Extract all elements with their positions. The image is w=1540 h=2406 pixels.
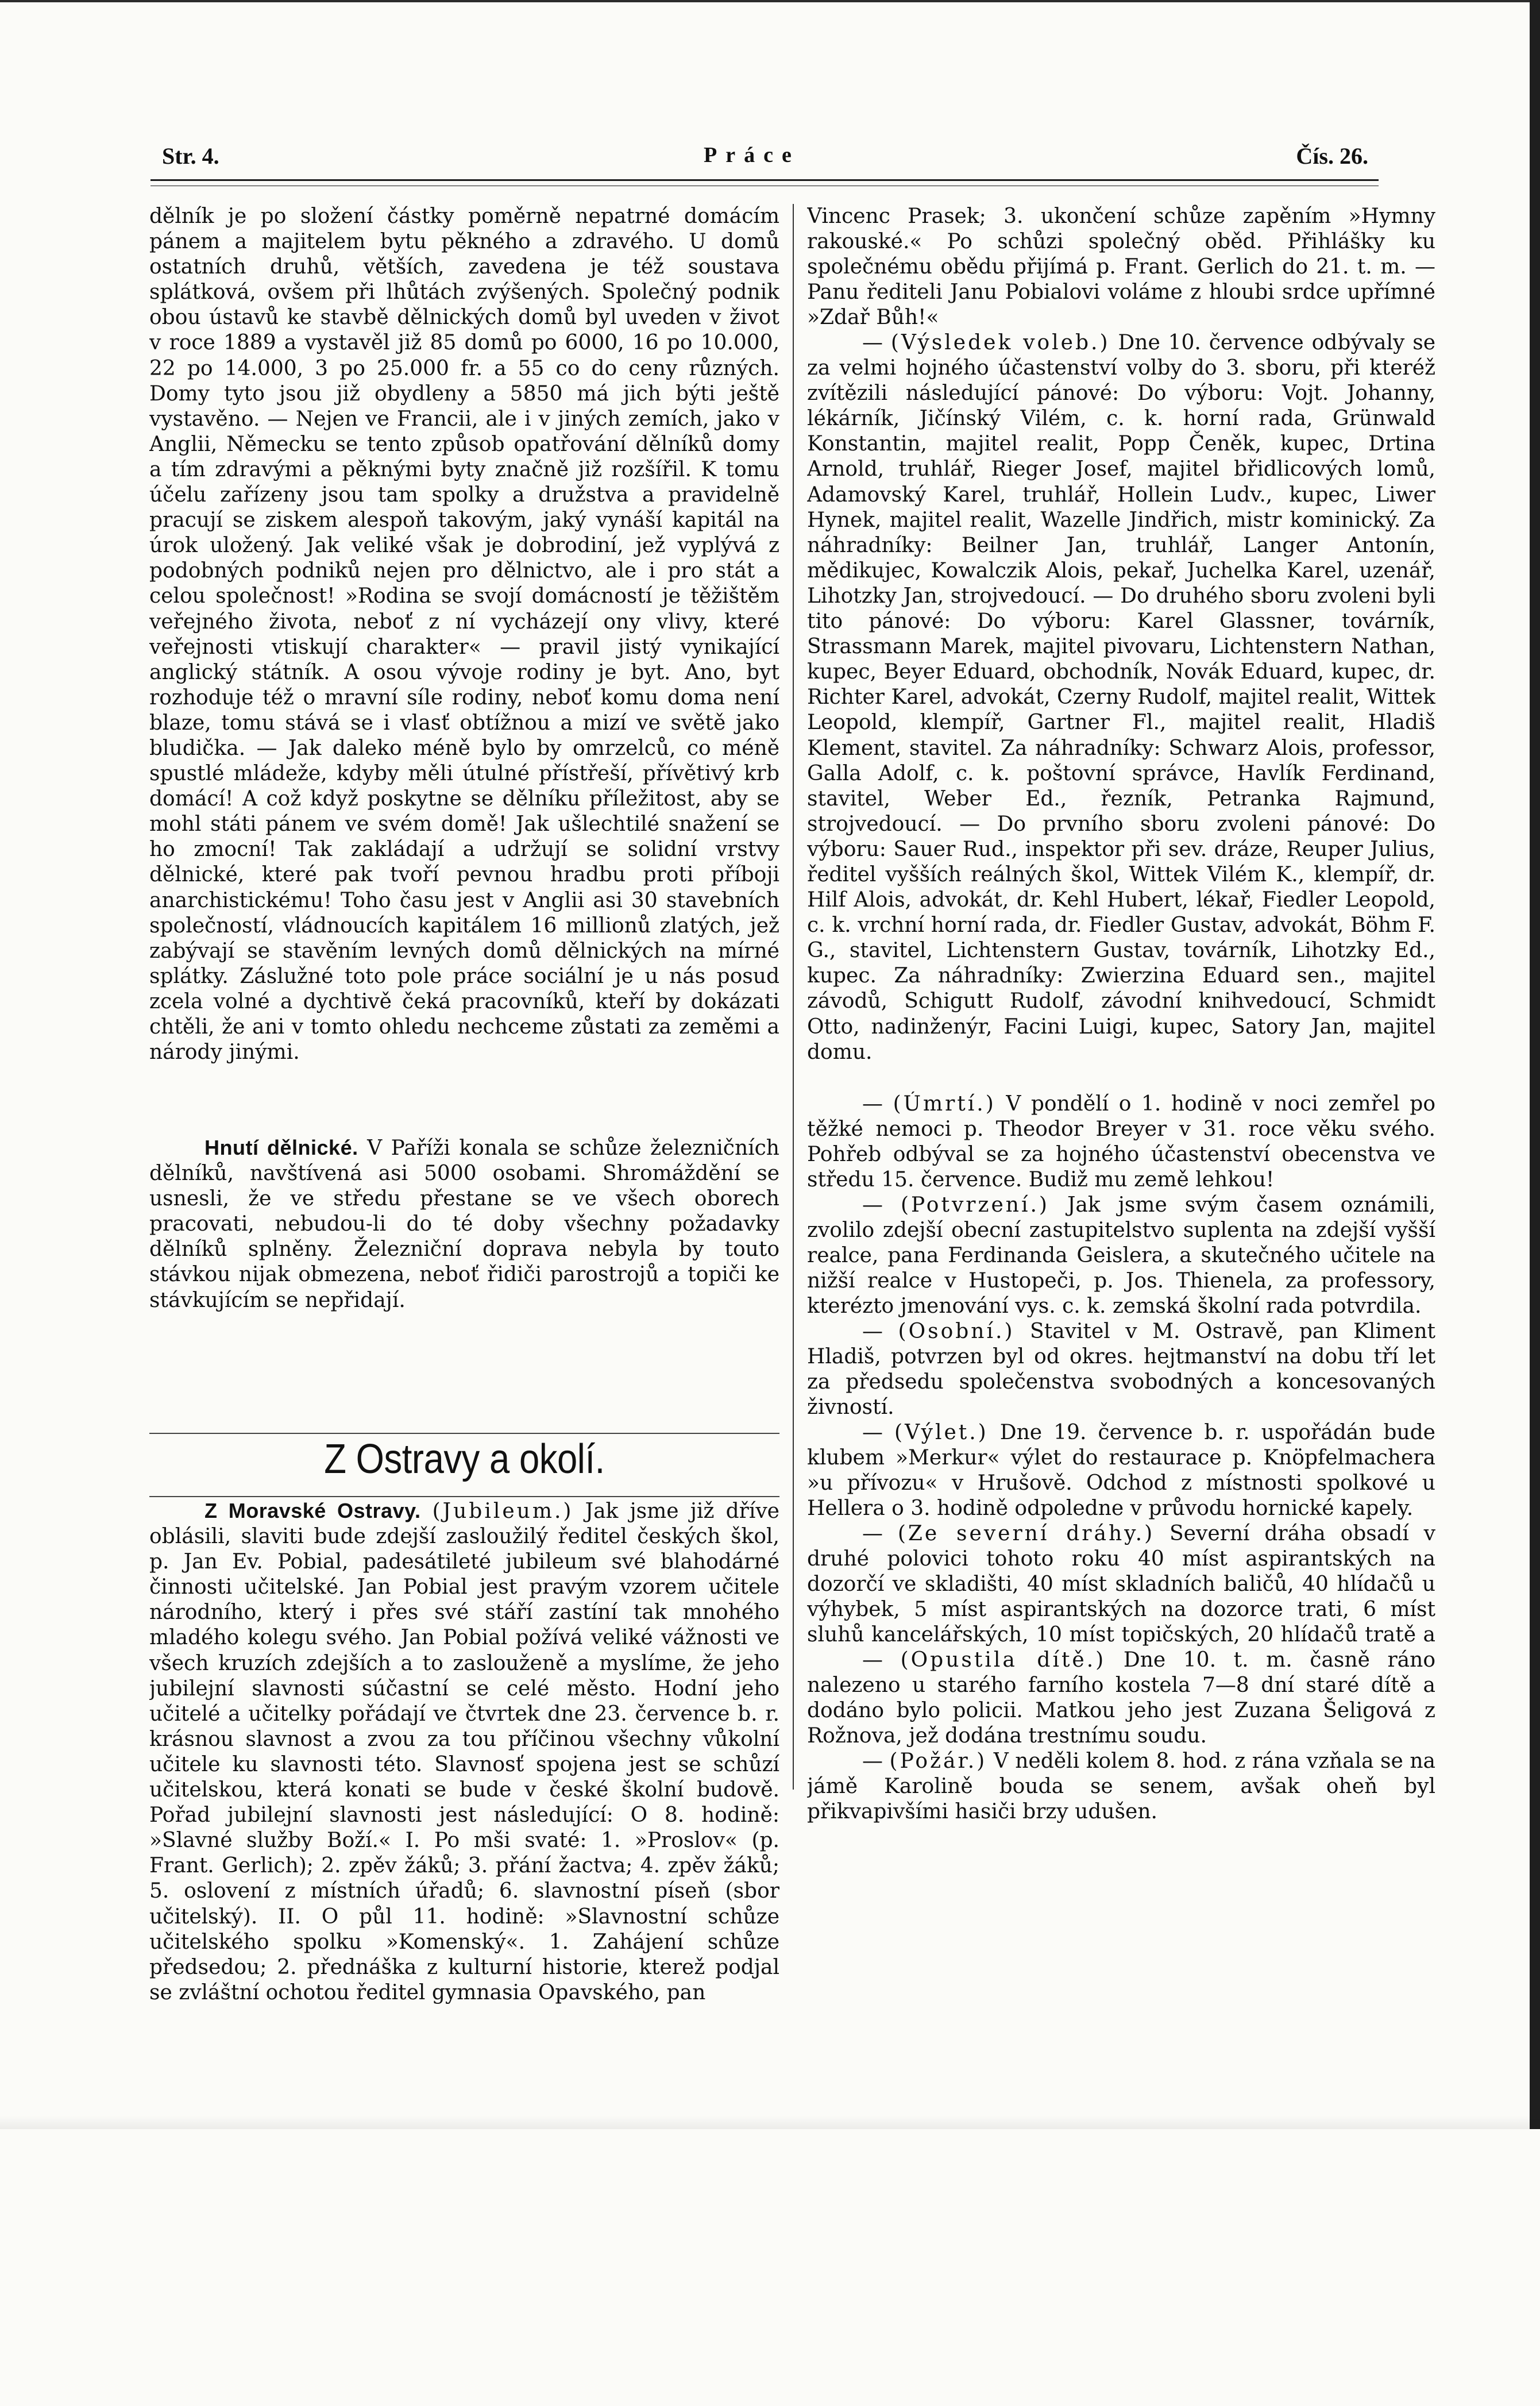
article-personal xyxy=(807,1319,1435,1420)
article-tag: (Výsledek voleb.) xyxy=(890,331,1110,354)
article-paragraph xyxy=(149,1498,779,2006)
newspaper-title: Práce xyxy=(704,143,800,167)
article-jubilee xyxy=(149,1498,779,2406)
section-title: Z Ostravy a okolí. xyxy=(324,1436,605,1482)
article-northern-railway xyxy=(807,1521,1435,1648)
page-number: Str. 4. xyxy=(162,143,219,169)
section-rule xyxy=(149,1496,779,1497)
article-heading: Hnutí dělnické. xyxy=(204,1136,358,1159)
article-tag: (Ze severní dráhy.) xyxy=(897,1522,1155,1545)
article-death xyxy=(807,1092,1435,1193)
page-right-edge xyxy=(1530,0,1540,2129)
article-tag: (Jubileum.) xyxy=(432,1499,574,1523)
header-rule xyxy=(150,179,1379,186)
page-top-edge xyxy=(0,0,1540,2)
article-confirmation xyxy=(807,1193,1435,1319)
article-paragraph: — (Potvrzení.) Jak jsme svým časem oznámili, zvolilo zdejší obecní zastupitelstvo suplenta na zdejší vyšší realce, pana Ferdinanda Geislera, a skutečného učitele na nižší realce v Hustopeči, p. Jos. Thienela, za professory, kterézto jmenování vys. c. k. zemská školní rada potvrdila. xyxy=(807,1193,1435,1318)
article-paragraph: dělník je po složení částky poměrně nepatrné domácím pánem a majitelem bytu pěkného a zdravého. U domů ostatních druhů, větších, zavedena je též soustava splátková, ovšem při lhůtách zvýšených. Společný podnik obou ústavů ke stavbě dělnických domů byl uveden v život v roce 1889 a vystavěl již 85 domů po 6000, 16 po 10.000, 22 po 14.000, 3 po 25.000 fr. a 55 co do ceny různých. Domy tyto jsou již obydleny a 5850 má jich býti ještě vystavěno. — Nejen ve Francii, ale i v jiných zemích, jako v Anglii, Německu se tento způsob opatřování dělníků domy a tím zdravými a pěknými byty značně již rozšířil. K tomu účelu zařízeny jsou tam spolky a družstva a pravidelně pracují se ziskem alespoň takovým, jaký vynáší kapitál na úrok uložený. Jak veliké však je dobrodiní, jež vyplývá z podobných podniků nejen pro dělnictvo, ale i pro stát a celou společnost! »Rodina se svojí domácností je těžištěm veřejného života, neboť z ní vycházejí ony vlivy, které veřejnosti vtiskují charakter« — pravil jistý vynikající anglický státník. A osou vývoje rodiny je byt. Ano, byt rozhoduje též o mravní síle rodiny, neboť komu doma není blaze, tomu stává se i vlasť obtížnou a mizí ve světě jako bludička. — Jak daleko méně bylo by omrzelců, co méně spustlé mládeže, kdyby měli útulné přístřeší, přívětivý krb domácí! A což když poskytne se dělníku příležitost, aby se mohl státi pánem ve svém domě! Jak ušlechtilé snažení se ho zmocní! Tak zakládají a udržují se solidní vrstvy dělnické, které pak tvoří pevnou hradbu proti příboji anarchistickému! Toho času jest v Anglii asi 30 stavebních společností, vládnoucích kapitálem 16 millionů zlatých, jež zabývají se stavěním levných domů dělnických na mírné splátky. Záslužné toto pole práce sociální je u nás posud zcela volné a dychtivě čeká pracovníků, kteří by dokázati chtěli, že ani v tomto ohledu nechceme zůstati za zeměmi a národy jinými. xyxy=(149,205,779,1065)
article-tag: (Úmrtí.) xyxy=(893,1092,996,1116)
article-paragraph: — (Osobní.) Stavitel v M. Ostravě, pan Kliment Hladiš, potvrzen byl od okres. hejtmanství na dobu tří let za předsedu společenstva svobodných a koncesovaných živností. xyxy=(807,1320,1435,1420)
left-column xyxy=(149,204,779,2406)
article-tag: (Výlet.) xyxy=(894,1421,989,1444)
article-text: Jak jsme již dříve oblásili, slaviti bude zdejší zasloužilý ředitel českých škol, p. Jan Ev. Pobial, padesátileté jubileum své blahodárné činnosti učitelské. Jan Pobial jest pravým vzorem učitele národního, který i přes své stáří zastíní tak mnohého mladého kolegu svého. Jan Pobial požívá veliké vážnosti ve všech kruzích zdejších a to zaslouženě a myslíme, že jeho jubilejní slavnosti súčastní se celé město. Hodní jeho učitelé a učitelky pořádají ve čtvrtek dne 23. července b. r. krásnou slavnost a zvou za tou příčinou všechny vůkolní učitele ku slavnosti této. Slavnosť spojena jest se schůzí učitelskou, která konati se bude v české školní budově. Pořad jubilejní slavnosti jest následující: O 8. hodině: »Slavné služby Boží.« I. Po mši svaté: 1. »Proslov« (p. Frant. Gerlich); 2. zpěv žáků; 3. přání žactva; 4. zpěv žáků; 5. oslovení z místních úřadů; 6. slavnostní píseň (sbor učitelský). II. O půl 11. hodině: »Slavnostní schůze učitelského spolku »Komenský«. 1. Zahájení schůze předsedou; 2. přednáška z kulturní historie, kterež podjal se zvláštní ochotou ředitel gymnasia Opavského, pan xyxy=(149,1499,779,2004)
article-paragraph: — (Výsledek voleb.) Dne 10. července odbývaly se za velmi hojného účastenství volby do 3. sboru, při kteréž zvítězili následující pánové: Do výboru: Vojt. Johanny, lékárník, Jičínský Vilém, c. k. horní rada, Grünwald Konstantin, majitel realit, Popp Čeněk, kupec, Drtina Arnold, truhlář, Rieger Josef, majitel břidlicových lomů, Adamovský Karel, truhlář, Hollein Ludv., kupec, Liwer Hynek, majitel realit, Wazelle Jindřich, mistr kominický. Za náhradníky: Beilner Jan, truhlář, Langer Antonín, mědikujec, Kowalczik Alois, pekař, Juchelka Karel, uzenář, Lihotzky Jan, strojvedoucí. — Do druhého sboru zvoleni byli tito pánové: Do výboru: Karel Glassner, továrník, Strassmann Marek, majitel pivovaru, Lichtenstern Nathan, kupec, Beyer Eduard, obchodník, Novák Eduard, kupec, dr. Richter Karel, advokát, Czerny Rudolf, majitel realit, Wittek Leopold, klempíř, Gartner Fl., majitel realit, Hladiš Klement, stavitel. Za náhradníky: Schwarz Alois, professor, Galla Adolf, c. k. poštovní správce, Havlík Ferdinand, stavitel, Weber Ed., řezník, Petranka Rajmund, strojvedoucí. — Do prvního sboru zvoleni pánové: Do výboru: Sauer Rud., inspektor při sev. dráze, Reuper Julius, ředitel vyšších reálných škol, Wittek Vilém K., klempíř, dr. Hilf Alois, advokát, dr. Kehl Hubert, lékař, Fiedler Leopold, c. k. vrchní horní rada, dr. Fiedler Gustav, advokát, Böhm F. G., stavitel, Lichtenstern Gustav, továrník, Lihotzky Ed., kupec. Za náhradníky: Zwierzina Eduard sen., majitel závodů, Schigutt Rudolf, závodní knihvedoucí, Schmidt Otto, nadinženýr, Facini Luigi, kupec, Satory Jan, majitel domu. xyxy=(807,331,1435,1064)
section-rule xyxy=(149,1433,779,1434)
article-text: V pondělí o 1. hodině v noci zemřel po těžké nemoci p. Theodor Breyer v 31. roce věku svého. Pohřeb odbýval se za hojného účastenství obecenstva ve středu 15. července. Budiž mu země lehkou! xyxy=(807,1092,1435,1192)
article-paragraph: Vincenc Prasek; 3. ukončení schůze zapěním »Hymny rakouské.« Po schůzi společný oběd. Přihlášky ku společnému obědu přijímá p. Frant. Gerlich do 21. t. m. — Panu řediteli Janu Pobialovi voláme z hloubi srdce upřímné »Zdař Bůh!« xyxy=(807,205,1435,330)
article-fire xyxy=(807,1749,1435,1829)
article-text: Severní dráha obsadí v druhé polovici tohoto roku 40 míst aspirantských na dozorčí ve skladišti, 40 míst skladních baličů, 40 hlídačů u výhybek, 5 míst aspirantských na dozorce trati, 6 míst sluhů kancelářských, 10 míst topičských, 20 hlídačů tratě a xyxy=(807,1522,1435,1647)
article-text: Jak jsme svým časem oznámili, zvolilo zdejší obecní zastupitelstvo suplenta na zdejší vyšší realce, pana Ferdinanda Geislera, a skutečného učitele na nižší realce v Hustopeči, p. Jos. Thienela, za professory, kterézto jmenování vys. c. k. zemská školní rada potvrdila. xyxy=(807,1193,1435,1318)
article-election-results xyxy=(807,330,1435,1092)
article-tag: (Potvrzení.) xyxy=(901,1193,1049,1217)
article-paragraph: — (Ze severní dráhy.) Severní dráha obsadí v druhé polovici tohoto roku 40 míst aspirantských na dozorčí ve skladišti, 40 míst skladních baličů, 40 hlídačů u výhybek, 5 míst aspirantských na dozorce trati, 6 míst sluhů kancelářských, 10 míst topičských, 20 hlídačů tratě a xyxy=(807,1521,1435,1648)
section-header xyxy=(149,1412,779,1498)
article-labor-movement xyxy=(149,1135,779,1412)
article-tag: (Opustila dítě.) xyxy=(900,1648,1106,1672)
article-paragraph: — (Úmrtí.) V pondělí o 1. hodině v noci zemřel po těžké nemoci p. Theodor Breyer v 31. roce věku svého. Pohřeb odbýval se za hojného účastenství obecenstva ve středu 15. července. Budiž mu země lehkou! xyxy=(807,1092,1435,1192)
article-paragraph: — (Požár.) V neděli kolem 8. hod. z rána vzňala se na jámě Karolině bouda se senem, avšak oheň byl přikvapivšími hasiči brzy udušen. xyxy=(807,1749,1435,1824)
article-heading: Z Moravské Ostravy. xyxy=(204,1499,421,1522)
article-paragraph: — (Opustila dítě.) Dne 10. t. m. časně ráno nalezeno u starého farního kostela 7—8 dní staré dítě a dodáno bylo policii. Matkou jeho jest Zuzana Šeligová z Rožnova, jež dodána trestnímu soudu. xyxy=(807,1648,1435,1748)
article-text: Dne 19. července b. r. uspořádán bude klubem »Merkur« výlet do restaurace p. Knöpfelmachera »u přívozu« v Hrušově. Odchod z místnosti spolkové u Hellera o 3. hodině odpoledne v průvodu hornické kapely. xyxy=(807,1421,1435,1521)
column-divider xyxy=(793,204,794,1790)
article-jubilee-continued xyxy=(807,204,1435,330)
right-column xyxy=(807,204,1435,1829)
article-paragraph: — (Výlet.) Dne 19. července b. r. uspořádán bude klubem »Merkur« výlet do restaurace p. Knöpfelmachera »u přívozu« v Hrušově. Odchod z místnosti spolkové u Hellera o 3. hodině odpoledne v průvodu hornické kapely. xyxy=(807,1421,1435,1521)
article-trip xyxy=(807,1420,1435,1521)
article-tag: (Požár.) xyxy=(889,1749,987,1773)
article-paragraph xyxy=(149,1135,779,1313)
article-tag: (Osobní.) xyxy=(898,1320,1015,1343)
article-text: Stavitel v M. Ostravě, pan Kliment Hladiš, potvrzen byl od okres. hejtmanství na dobu tří let za předsedu společenstva svobodných a koncesovaných živností. xyxy=(807,1320,1435,1420)
article-text: V neděli kolem 8. hod. z rána vzňala se na jámě Karolině bouda se senem, avšak oheň byl přikvapivšími hasiči brzy udušen. xyxy=(807,1749,1435,1824)
article-text: Dne 10. července odbývaly se za velmi hojného účastenství volby do 3. sboru, při kteréž zvítězili následující pánové: Do výboru: Vojt. Johanny, lékárník, Jičínský Vilém, c. k. horní rada, Grünwald Konstantin, majitel realit, Popp Čeněk, kupec, Drtina Arnold, truhlář, Rieger Josef, majitel břidlicových lomů, Adamovský Karel, truhlář, Hollein Ludv., kupec, Liwer Hynek, majitel realit, Wazelle Jindřich, mistr kominický. Za náhradníky: Beilner Jan, truhlář, Langer Antonín, mědikujec, Kowalczik Alois, pekař, Juchelka Karel, uzenář, Lihotzky Jan, strojvedoucí. — Do druhého sboru zvoleni byli tito pánové: Do výboru: Karel Glassner, továrník, Strassmann Marek, majitel pivovaru, Lichtenstern Nathan, kupec, Beyer Eduard, obchodník, Novák Eduard, kupec, dr. Richter Karel, advokát, Czerny Rudolf, majitel realit, Wittek Leopold, klempíř, Gartner Fl., majitel realit, Hladiš Klement, stavitel. Za náhradníky: Schwarz Alois, professor, Galla Adolf, c. k. poštovní správce, Havlík Ferdinand, stavitel, Weber Ed., řezník, Petranka Rajmund, strojvedoucí. — Do prvního sboru zvoleni pánové: Do výboru: Sauer Rud., inspektor při sev. dráze, Reuper Julius, ředitel vyšších reálných škol, Wittek Vilém K., klempíř, dr. Hilf Alois, advokát, dr. Kehl Hubert, lékař, Fiedler Leopold, c. k. vrchní horní rada, dr. Fiedler Gustav, advokát, Böhm F. G., stavitel, Lichtenstern Gustav, továrník, Lihotzky Ed., kupec. Za náhradníky: Zwierzina Eduard sen., majitel závodů, Schigutt Rudolf, závodní knihvedoucí, Schmidt Otto, nadinženýr, Facini Luigi, kupec, Satory Jan, majitel domu. xyxy=(807,331,1435,1064)
article-text: Dne 10. t. m. časně ráno nalezeno u starého farního kostela 7—8 dní staré dítě a dodáno bylo policii. Matkou jeho jest Zuzana Šeligová z Rožnova, jež dodána trestnímu soudu. xyxy=(807,1648,1435,1748)
article-housing xyxy=(149,204,779,1135)
article-text: V Paříži konala se schůze železničních dělníků, navštívená asi 5000 osobami. Shromáždění se usnesli, že ve středu přestane se ve všech oborech pracovati, nebudou-li do té doby všechny požadavky dělníků splněny. Železniční doprava nebyla by touto stávkou nijak obmezena, neboť řidiči parostrojů a topiči ke stávkujícím se nepřidají. xyxy=(149,1136,779,1312)
page-header xyxy=(162,142,1368,177)
article-abandoned-child xyxy=(807,1648,1435,1749)
issue-number: Čís. 26. xyxy=(1296,143,1368,169)
